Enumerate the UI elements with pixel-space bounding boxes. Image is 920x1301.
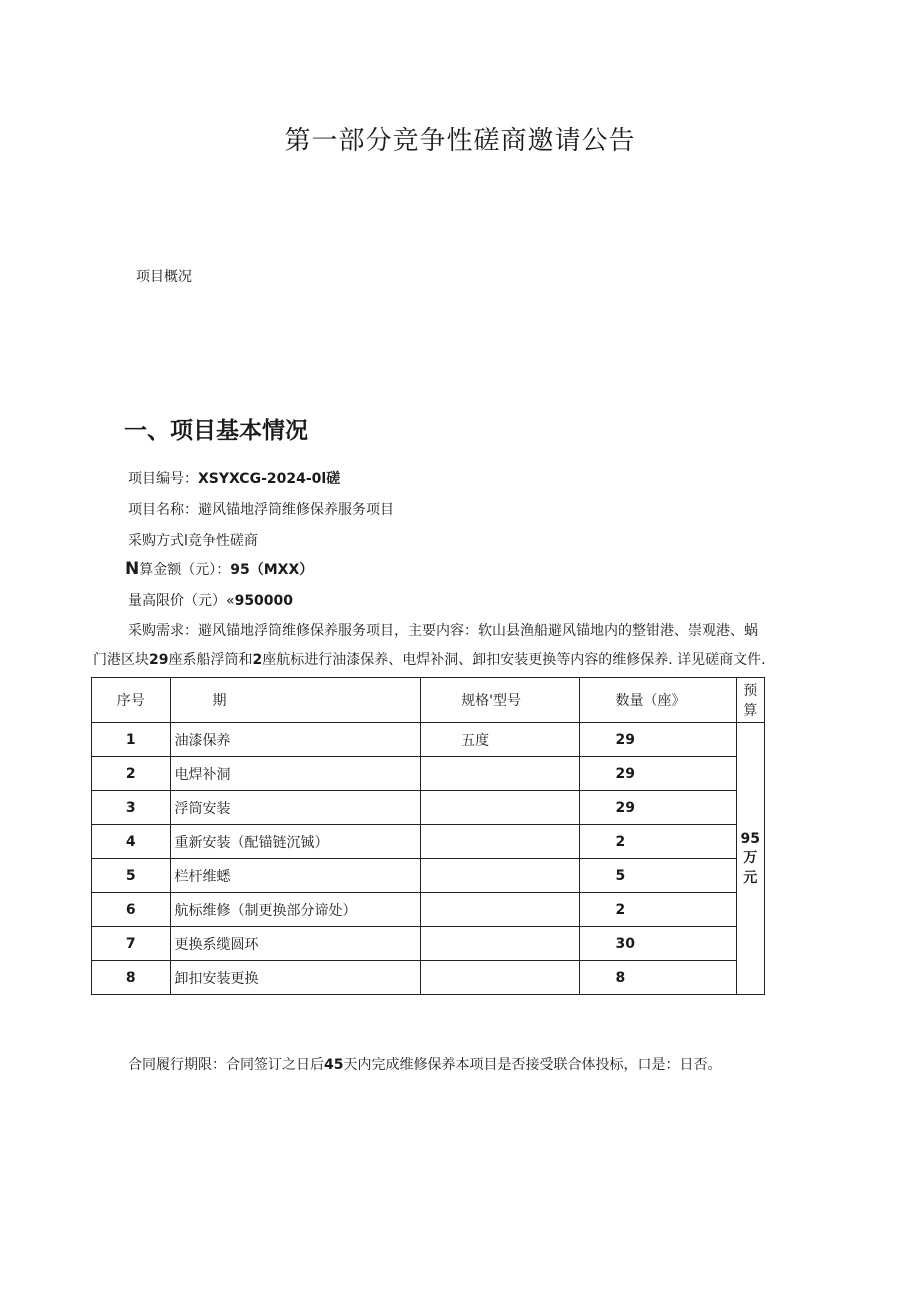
project-name-label: 项目名称：	[128, 502, 198, 518]
overview-label: 项目概况	[136, 269, 192, 285]
requirement-text-c: 座航标进行油漆保养、电焊补洞、卸扣安装更换等内容的维修保养. 详见磋商文件.	[262, 652, 766, 668]
table-row	[92, 893, 765, 927]
budget-prefix: N	[125, 559, 140, 579]
row-spec	[421, 859, 579, 893]
table-row	[92, 825, 765, 859]
page-title: 第一部分竞争性磋商邀请公告	[284, 126, 636, 156]
budget-value: 95（MXX）	[230, 562, 314, 578]
project-number-value: XSYXCG-2024-0l磋	[198, 471, 341, 487]
row-no: 5	[92, 859, 171, 893]
table-row	[92, 791, 765, 825]
max-price-label: 量高限价（元）«	[128, 593, 235, 609]
procurement-method-line	[128, 530, 258, 550]
section-heading: 一、项目基本情况	[124, 418, 308, 444]
row-qty: 29	[579, 791, 736, 825]
requirement-text-b: 座系船浮筒和	[168, 652, 253, 668]
row-qty: 2	[579, 825, 736, 859]
row-spec	[421, 825, 579, 859]
row-no: 8	[92, 961, 171, 995]
contract-days: 45	[324, 1057, 344, 1073]
row-no: 2	[92, 757, 171, 791]
requirement-text-a: 门港区块	[93, 652, 149, 668]
row-spec	[421, 961, 579, 995]
row-qty: 30	[579, 927, 736, 961]
project-name-value: 避风锚地浮筒维修保养服务项目	[198, 502, 394, 518]
table-row	[92, 859, 765, 893]
row-spec	[421, 927, 579, 961]
row-no: 6	[92, 893, 171, 927]
table-header-row	[92, 678, 765, 723]
row-no: 3	[92, 791, 171, 825]
header-qty: 数量（座》	[579, 678, 736, 723]
row-no: 7	[92, 927, 171, 961]
table-row	[92, 961, 765, 995]
row-qty: 5	[579, 859, 736, 893]
row-spec	[421, 791, 579, 825]
requirement-num-2: 2	[252, 652, 263, 668]
project-number-label: 项目编号：	[128, 471, 198, 487]
row-qty: 29	[579, 723, 736, 757]
requirement-line-2	[93, 649, 766, 669]
row-qty: 2	[579, 893, 736, 927]
row-name: 栏杆维蟋	[170, 859, 421, 893]
row-name: 油漆保养	[170, 723, 421, 757]
procurement-method-label: 采购方式l	[128, 533, 188, 549]
table-row	[92, 757, 765, 791]
procurement-method-value: 竞争性磋商	[187, 533, 258, 549]
items-table	[91, 677, 765, 995]
row-spec	[421, 893, 579, 927]
budget-label: 算金额（元）：	[139, 562, 231, 578]
row-name: 电焊补洞	[170, 757, 421, 791]
budget-cell: 95万元	[736, 723, 764, 995]
row-name: 卸扣安装更换	[170, 961, 421, 995]
header-budget: 预算	[736, 678, 764, 723]
row-name: 浮筒安装	[170, 791, 421, 825]
project-number-line	[128, 468, 340, 488]
row-name: 重新安装（配锚链沉铖）	[170, 825, 421, 859]
contract-text-a: 合同履行期限：合同签订之日后	[128, 1057, 324, 1073]
contract-line	[128, 1054, 721, 1074]
max-price-line	[128, 590, 293, 610]
row-no: 4	[92, 825, 171, 859]
header-name: 期	[170, 678, 421, 723]
max-price-value: 950000	[234, 593, 294, 609]
table-row	[92, 723, 765, 757]
contract-text-b: 天内完成维修保养本项目是否接受联合体投标，口是：日否。	[343, 1057, 722, 1073]
header-no: 序号	[92, 678, 171, 723]
row-spec	[421, 757, 579, 791]
row-qty: 8	[579, 961, 736, 995]
requirement-num-1: 29	[149, 652, 169, 668]
header-spec: 规格'型号	[421, 678, 579, 723]
project-name-line	[128, 499, 394, 519]
budget-line	[125, 559, 313, 579]
requirement-line-1: 采购需求：避风锚地浮筒维修保养服务项目，主要内容：软山县渔船避风锚地内的整钳港、崇观港、蜗	[128, 623, 758, 639]
row-spec: 五度	[421, 723, 579, 757]
row-name: 更换系缆圆环	[170, 927, 421, 961]
row-qty: 29	[579, 757, 736, 791]
row-no: 1	[92, 723, 171, 757]
table-row	[92, 927, 765, 961]
row-name: 航标维修（制更换部分谛处）	[170, 893, 421, 927]
